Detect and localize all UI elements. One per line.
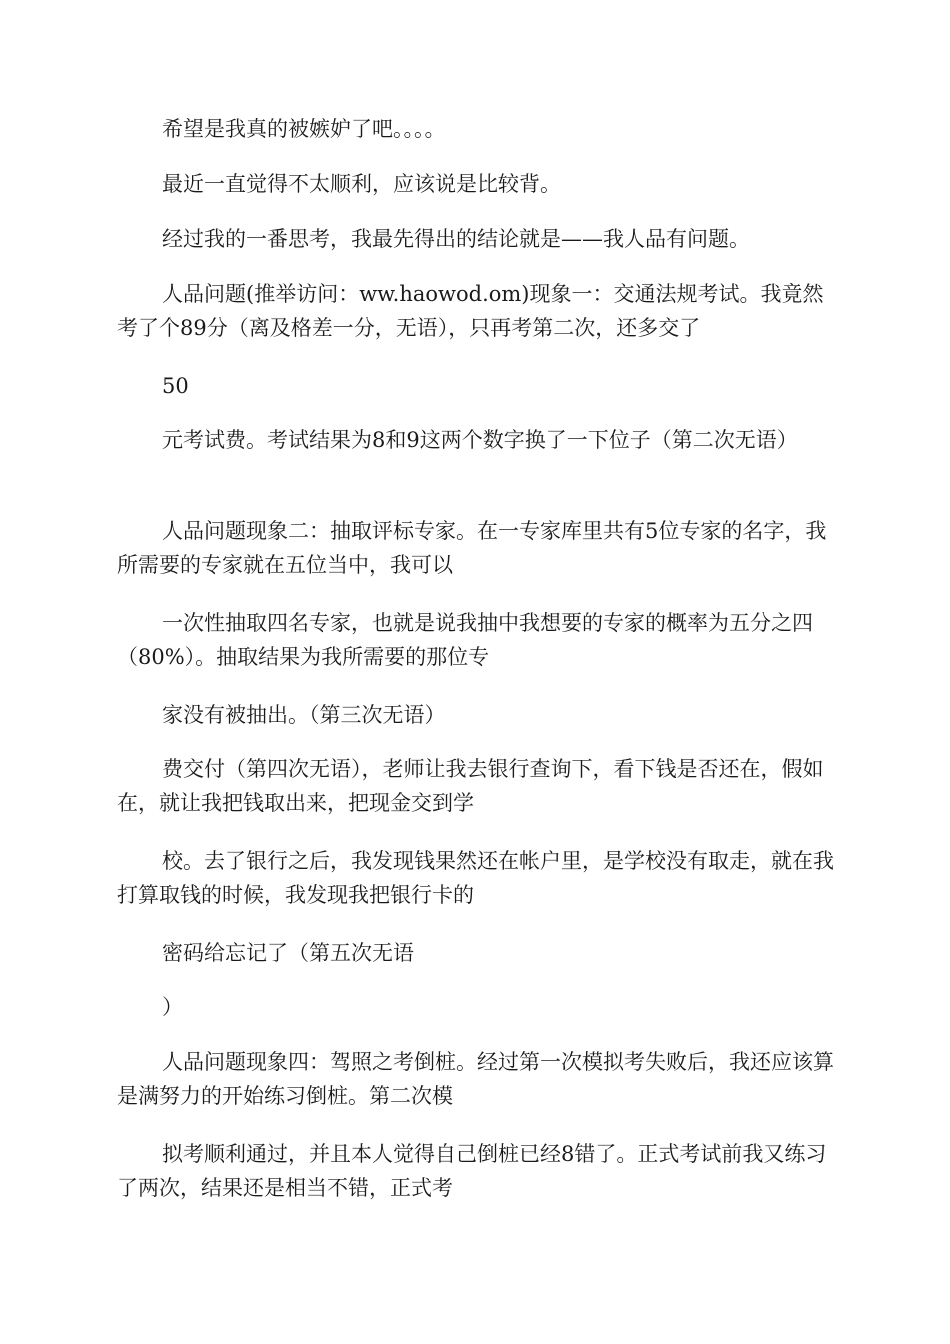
paragraph-1: 希望是我真的被嫉妒了吧。。。。 <box>162 117 446 141</box>
paragraph-8: 一次性抽取四名专家，也就是说我抽中我想要的专家的概率为五分之四（80%）。抽取结果为我所需要的那位专 <box>117 611 813 669</box>
paragraph-6: 元考试费。考试结果为8和9这两个数字换了一下位子（第二次无语） <box>162 428 798 452</box>
paragraph-11: 校。去了银行之后，我发现钱果然还在帐户里，是学校没有取走，就在我打算取钱的时候，我发现我把银行卡的 <box>117 849 834 907</box>
paragraph-14: 人品问题现象四：驾照之考倒桩。经过第一次模拟考失败后，我还应该算是满努力的开始练习倒桩。第二次模 <box>117 1050 834 1108</box>
paragraph-15: 拟考顺利通过，并且本人觉得自己倒桩已经8错了。正式考试前我又练习了两次，结果还是相当不错，正式考 <box>117 1142 827 1200</box>
paragraph-5: 50 <box>162 374 189 398</box>
paragraph-2: 最近一直觉得不太顺利，应该说是比较背。 <box>162 172 561 196</box>
paragraph-10: 费交付（第四次无语），老师让我去银行查询下，看下钱是否还在，假如在，就让我把钱取出来，把现金交到学 <box>117 757 824 815</box>
paragraph-7: 人品问题现象二：抽取评标专家。在一专家库里共有5位专家的名字，我所需要的专家就在五位当中，我可以 <box>117 519 827 577</box>
paragraph-12: 密码给忘记了（第五次无语 <box>162 941 414 965</box>
paragraph-3: 经过我的一番思考，我最先得出的结论就是——我人品有问题。 <box>162 227 750 251</box>
paragraph-9: 家没有被抽出。（第三次无语） <box>162 703 446 727</box>
paragraph-13: ） <box>162 995 183 1019</box>
paragraph-4: 人品问题(推举访问：ww.haowod.om)现象一：交通法规考试。我竟然考了个89分（离及格差一分，无语），只再考第二次，还多交了 <box>117 282 824 340</box>
